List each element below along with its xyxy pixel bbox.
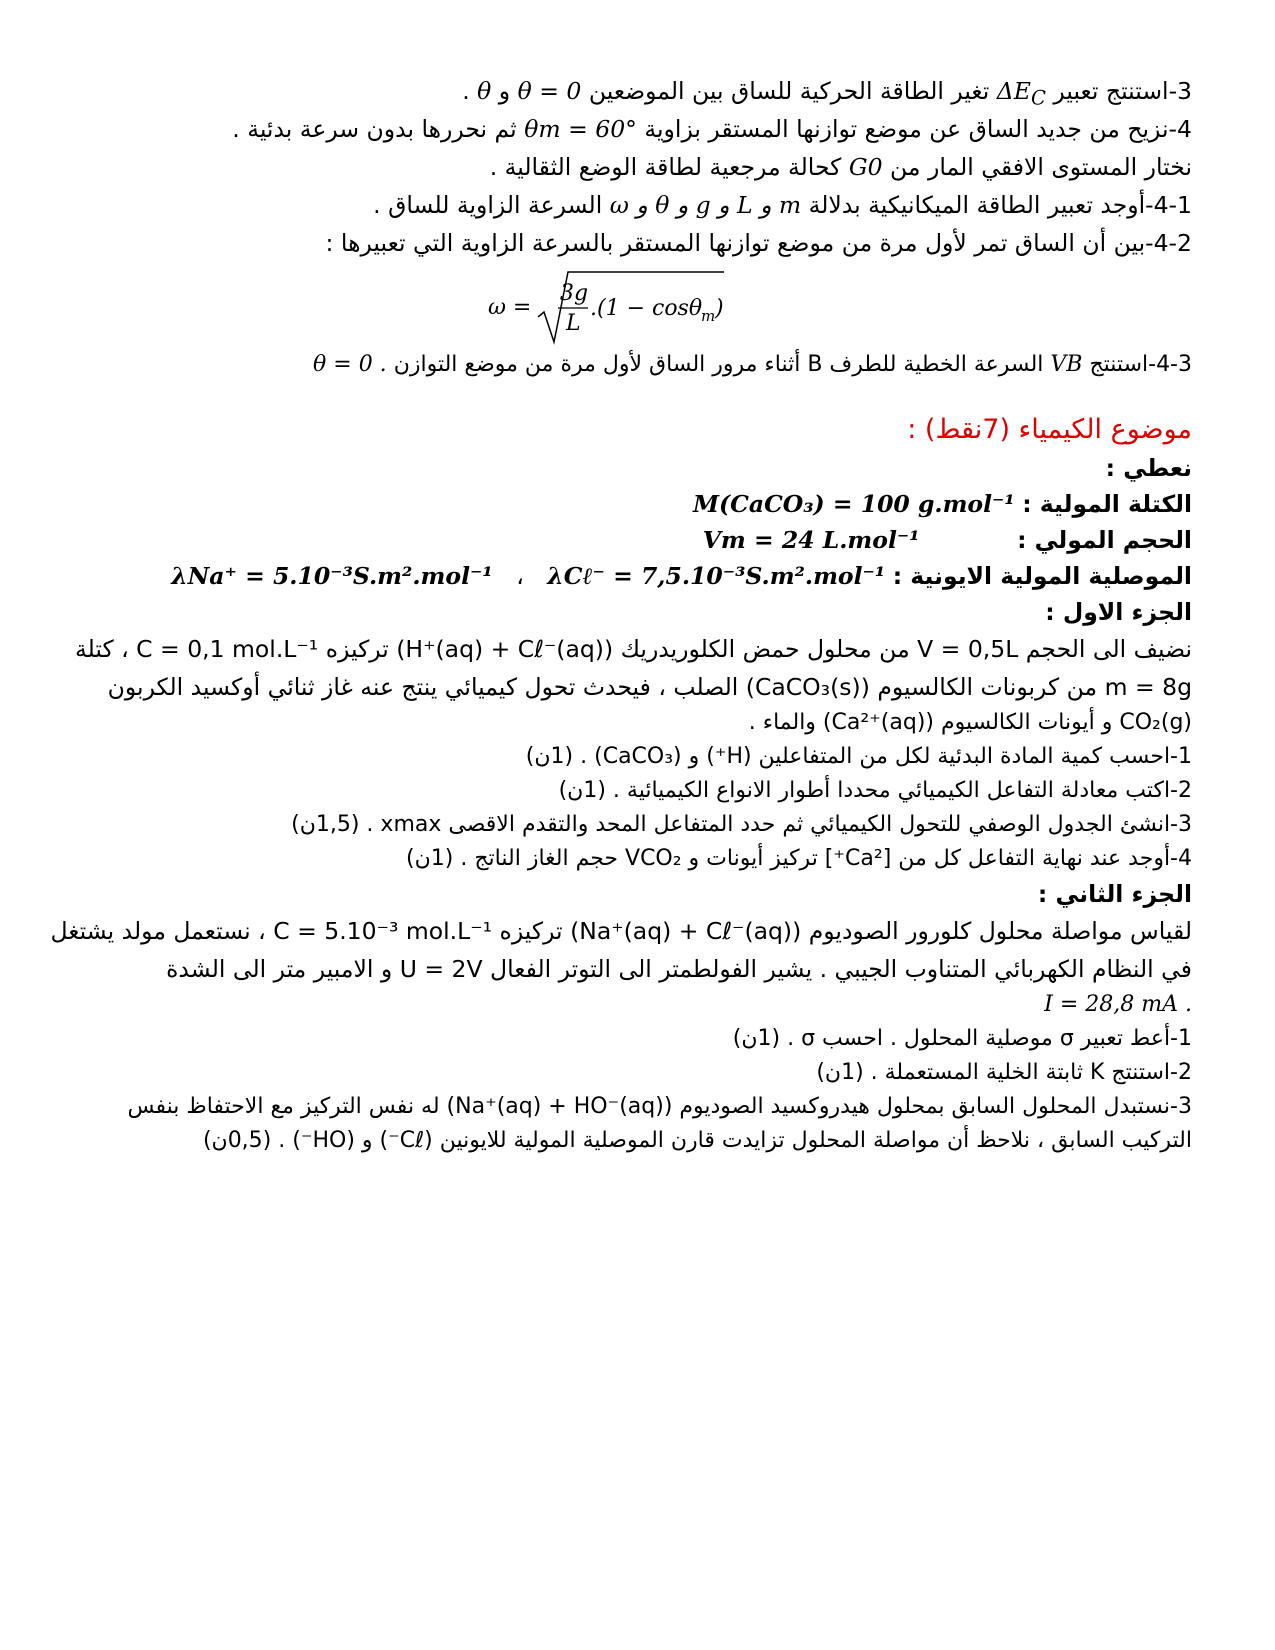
physics-question-4 — [88, 110, 1192, 148]
part2-line-3 — [88, 988, 1192, 1022]
part2-question-1: 1-أعط تعبير σ موصلية المحلول . احسب σ . (1ن) — [732, 1026, 1192, 1051]
part1-line-1: نضيف الى الحجم V = 0,5L من محلول حمض الكلوريدريك (H⁺(aq) + Cℓ⁻(aq)) تركيزه C = 0,1 mol.L⁻¹ ، كتلة — [74, 635, 1192, 663]
delta-e-sub: C — [1030, 86, 1046, 110]
q4-text: 4-نزيح من جديد الساق عن موضع توازنها المستقر بزاوية — [644, 115, 1192, 143]
part2-question-2: 2-استنتج K ثابتة الخلية المستعملة . (1ن) — [816, 1060, 1192, 1085]
conductivity-label: الموصلية المولية الايونية : — [892, 562, 1192, 590]
q43-end: θ = 0 . — [313, 352, 387, 377]
physics-question-4-3 — [88, 348, 1192, 382]
part1-question-1: 1-احسب كمية المادة البدئية لكل من المتفاعلين (H⁺) و (CaCO₃) . (1ن) — [525, 744, 1192, 769]
q3-rest: تغير الطاقة الحركية للساق بين الموضعين — [588, 77, 990, 105]
part1-title: الجزء الاول : — [1045, 598, 1192, 626]
formula-num: 3g — [560, 281, 589, 306]
q3-theta-zero: θ = 0 — [517, 77, 582, 105]
part1-line-2: m = 8g من كربونات الكالسيوم (CaCO₃(s)) الصلب ، فيحدث تحول كيميائي ينتج عنه غاز ثنائي أوكسيد الكربون — [107, 673, 1192, 701]
part2-line-2: في النظام الكهربائي المتناوب الجيبي . يشير الفولطمتر الى التوتر الفعال U = 2V و الامبير متر الى الشدة — [166, 955, 1192, 983]
part1-question-3: 3-انشئ الجدول الوصفي للتحول الكيميائي ثم حدد المتفاعل المحد والتقدم الاقصى xmax . (1,5ن) — [291, 812, 1192, 837]
q3-text: 3-استنتج تعبير — [1053, 77, 1192, 105]
delta-e: ΔE — [996, 77, 1031, 105]
q3-end: . — [462, 77, 470, 105]
lambda-na: λNa⁺ = 5.10⁻³S.m².mol⁻¹ — [171, 562, 493, 590]
ref-rest: كحالة مرجعية لطاقة الوضع الثقالية . — [489, 153, 842, 181]
q42-text: 4-2-بين أن الساق تمر لأول مرة من موضع توازنها المستقر بالسرعة الزاوية التي تعبيرها : — [325, 229, 1192, 257]
q43-text: 4-3-استنتج — [1089, 352, 1192, 377]
q41-text: 4-1-أوجد تعبير الطاقة الميكانيكية بدلالة — [808, 191, 1192, 219]
formula-sub: m — [701, 307, 716, 325]
physics-reference-line — [88, 148, 1192, 186]
physics-question-4-2 — [88, 224, 1192, 262]
conductivity-line — [88, 558, 1192, 594]
chemistry-title: موضوع الكيمياء (7نقط) : — [907, 414, 1192, 445]
part2-title: الجزء الثاني : — [1037, 880, 1192, 908]
part2-question-3b: التركيب السابق ، نلاحظ أن مواصلة المحلول تزايدت قارن الموصلية المولية للايونين (Cℓ⁻) و (HO⁻) . (0,5ن) — [202, 1128, 1192, 1153]
q41-vars: m و L و g و θ و ω — [609, 191, 802, 219]
molar-mass-value: M(CaCO₃) = 100 g.mol⁻¹ — [693, 490, 1015, 518]
part2-question-3a: 3-نستبدل المحلول السابق بمحلول هيدروكسيد الصوديوم (Na⁺(aq) + HO⁻(aq)) له نفس التركيز مع الاحتفاظ بنفس — [127, 1094, 1192, 1119]
formula-lhs: ω = — [488, 295, 532, 320]
molar-volume-line — [88, 522, 1192, 558]
part2-line-1: لقياس مواصلة محلول كلورور الصوديوم (Na⁺(aq) + Cℓ⁻(aq)) تركيزه C = 5.10⁻³ mol.L⁻¹ ، نستعمل مولد يشتغل — [50, 917, 1192, 945]
omega-formula-svg — [88, 262, 1192, 348]
molar-mass-label: الكتلة المولية : — [1022, 490, 1192, 518]
ref-text: نختار المستوى الافقي المار من — [890, 153, 1192, 181]
physics-question-3 — [88, 72, 1192, 110]
ref-g0: G0 — [848, 153, 883, 181]
formula-rest: .(1 − cosθ — [590, 296, 703, 321]
part1-question-4: 4-أوجد عند نهاية التفاعل كل من [Ca²⁺] تركيز أيونات و VCO₂ حجم الغاز الناتج . (1ن) — [406, 846, 1192, 871]
section-gap — [88, 382, 1192, 410]
given-label: نعطي : — [1105, 454, 1192, 482]
current-value: I = 28,8 mA . — [1044, 992, 1192, 1017]
q3-theta: θ — [477, 77, 492, 105]
exam-page — [50, 72, 1192, 1158]
lambda-cl: λCℓ⁻ = 7,5.10⁻³S.m².mol⁻¹ — [547, 562, 886, 590]
formula-close: ) — [715, 296, 724, 321]
q41-rest: السرعة الزاوية للساق . — [373, 191, 603, 219]
q3-and: و — [498, 77, 511, 105]
molar-volume-label: الحجم المولي : — [1017, 526, 1192, 554]
molar-volume-value: Vm = 24 L.mol⁻¹ — [702, 526, 920, 554]
formula-den: L — [566, 311, 581, 336]
comma-sep: ، — [516, 562, 524, 590]
q43-rest: السرعة الخطية للطرف B أثناء مرور الساق لأول مرة من موضع التوازن — [393, 352, 1044, 377]
q43-vb: VB — [1050, 352, 1083, 377]
q4-theta-m: θm = 60° — [524, 115, 637, 143]
part1-line-3: CO₂(g) و أيونات الكالسيوم (Ca²⁺(aq)) والماء . — [748, 710, 1192, 735]
part1-question-2: 2-اكتب معادلة التفاعل الكيميائي محددا أطوار الانواع الكيميائية . (1ن) — [558, 778, 1192, 803]
physics-question-4-1 — [88, 186, 1192, 224]
omega-formula — [88, 262, 1192, 348]
molar-mass-line — [88, 486, 1192, 522]
q4-rest: ثم نحررها بدون سرعة بدئية . — [232, 115, 517, 143]
